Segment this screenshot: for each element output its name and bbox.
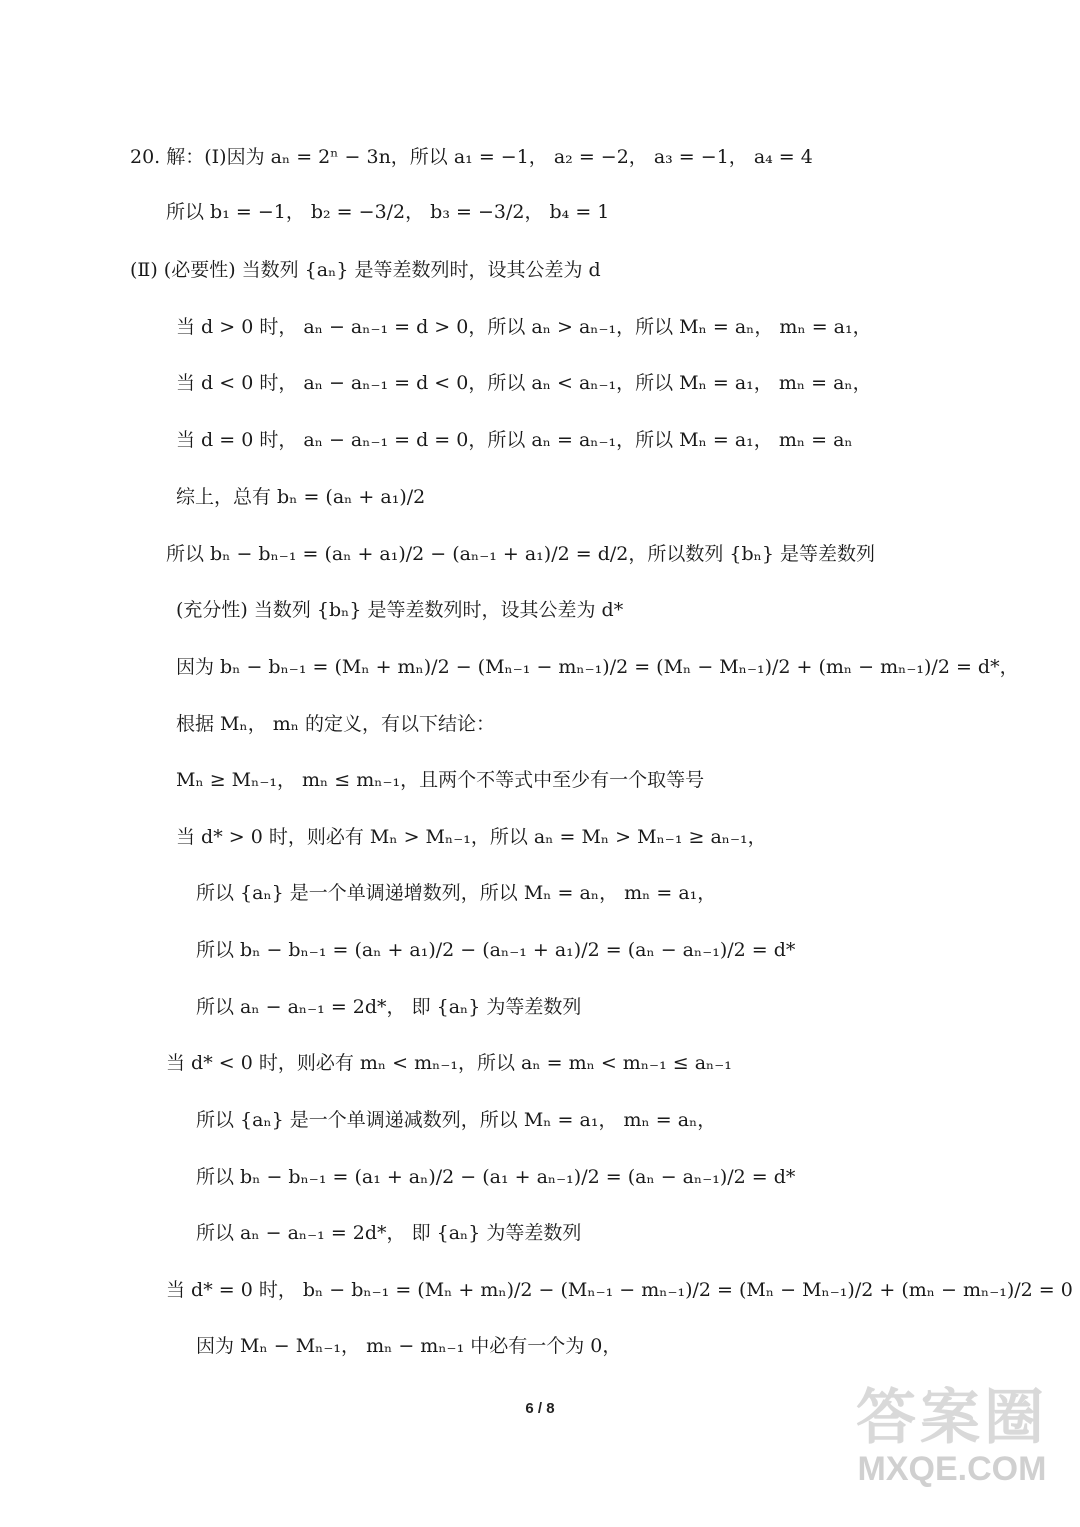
page-number: 6 / 8 <box>525 1400 555 1417</box>
solution-line-2: 所以 b₁ = −1， b₂ = −3/2， b₃ = −3/2， b₄ = 1 <box>166 201 610 223</box>
watermark-logo-text: 答案圈 <box>856 1383 1048 1453</box>
solution-line-18: 所以 {aₙ} 是一个单调递减数列，所以 Mₙ = a₁， mₙ = aₙ， <box>196 1109 717 1131</box>
solution-line-20: 所以 aₙ − aₙ₋₁ = 2d*， 即 {aₙ} 为等差数列 <box>196 1222 582 1244</box>
solution-line-11: 根据 Mₙ， mₙ 的定义，有以下结论： <box>176 713 496 735</box>
solution-line-5: 当 d < 0 时， aₙ − aₙ₋₁ = d < 0，所以 aₙ < aₙ₋₁，所以 Mₙ = a₁， mₙ = aₙ， <box>176 372 872 394</box>
solution-line-15: 所以 bₙ − bₙ₋₁ = (aₙ + a₁)/2 − (aₙ₋₁ + a₁)/2 = (aₙ − aₙ₋₁)/2 = d* <box>196 939 796 961</box>
solution-line-14: 所以 {aₙ} 是一个单调递增数列，所以 Mₙ = aₙ， mₙ = a₁， <box>196 882 717 904</box>
watermark-logo <box>856 1370 1048 1489</box>
solution-line-13: 当 d* > 0 时，则必有 Mₙ > Mₙ₋₁，所以 aₙ = Mₙ > Mₙ₋₁ ≥ aₙ₋₁， <box>176 826 767 848</box>
watermark-site: MXQE.COM <box>857 1450 1047 1488</box>
solution-line-3: (Ⅱ) (必要性) 当数列 {aₙ} 是等差数列时，设其公差为 d <box>130 259 601 281</box>
solution-line-16: 所以 aₙ − aₙ₋₁ = 2d*， 即 {aₙ} 为等差数列 <box>196 996 582 1018</box>
solution-line-22: 因为 Mₙ − Mₙ₋₁， mₙ − mₙ₋₁ 中必有一个为 0， <box>196 1335 622 1357</box>
solution-line-12: Mₙ ≥ Mₙ₋₁， mₙ ≤ mₙ₋₁，且两个不等式中至少有一个取等号 <box>176 769 705 791</box>
solution-line-7: 综上，总有 bₙ = (aₙ + a₁)/2 <box>176 486 426 508</box>
solution-line-8: 所以 bₙ − bₙ₋₁ = (aₙ + a₁)/2 − (aₙ₋₁ + a₁)/2 = d/2，所以数列 {bₙ} 是等差数列 <box>166 543 875 565</box>
solution-line-6: 当 d = 0 时， aₙ − aₙ₋₁ = d = 0，所以 aₙ = aₙ₋₁，所以 Mₙ = a₁， mₙ = aₙ <box>176 429 853 451</box>
solution-line-9: (充分性) 当数列 {bₙ} 是等差数列时，设其公差为 d* <box>176 599 624 621</box>
solution-line-17: 当 d* < 0 时，则必有 mₙ < mₙ₋₁，所以 aₙ = mₙ < mₙ₋₁ ≤ aₙ₋₁ <box>166 1052 732 1074</box>
solution-line-21: 当 d* = 0 时， bₙ − bₙ₋₁ = (Mₙ + mₙ)/2 − (Mₙ₋₁ − mₙ₋₁)/2 = (Mₙ − Mₙ₋₁)/2 + (mₙ − mₙ₋₁)/2 = 0 <box>166 1279 1073 1301</box>
solution-line-4: 当 d > 0 时， aₙ − aₙ₋₁ = d > 0，所以 aₙ > aₙ₋₁，所以 Mₙ = aₙ， mₙ = a₁， <box>176 316 872 338</box>
solution-line-1: 20. 解：(Ⅰ)因为 aₙ = 2ⁿ − 3n，所以 a₁ = −1， a₂ = −2， a₃ = −1， a₄ = 4 <box>130 146 813 168</box>
solution-line-10: 因为 bₙ − bₙ₋₁ = (Mₙ + mₙ)/2 − (Mₙ₋₁ − mₙ₋₁)/2 = (Mₙ − Mₙ₋₁)/2 + (mₙ − mₙ₋₁)/2 = d*， <box>176 656 1019 678</box>
solution-line-19: 所以 bₙ − bₙ₋₁ = (a₁ + aₙ)/2 − (a₁ + aₙ₋₁)/2 = (aₙ − aₙ₋₁)/2 = d* <box>196 1166 796 1188</box>
